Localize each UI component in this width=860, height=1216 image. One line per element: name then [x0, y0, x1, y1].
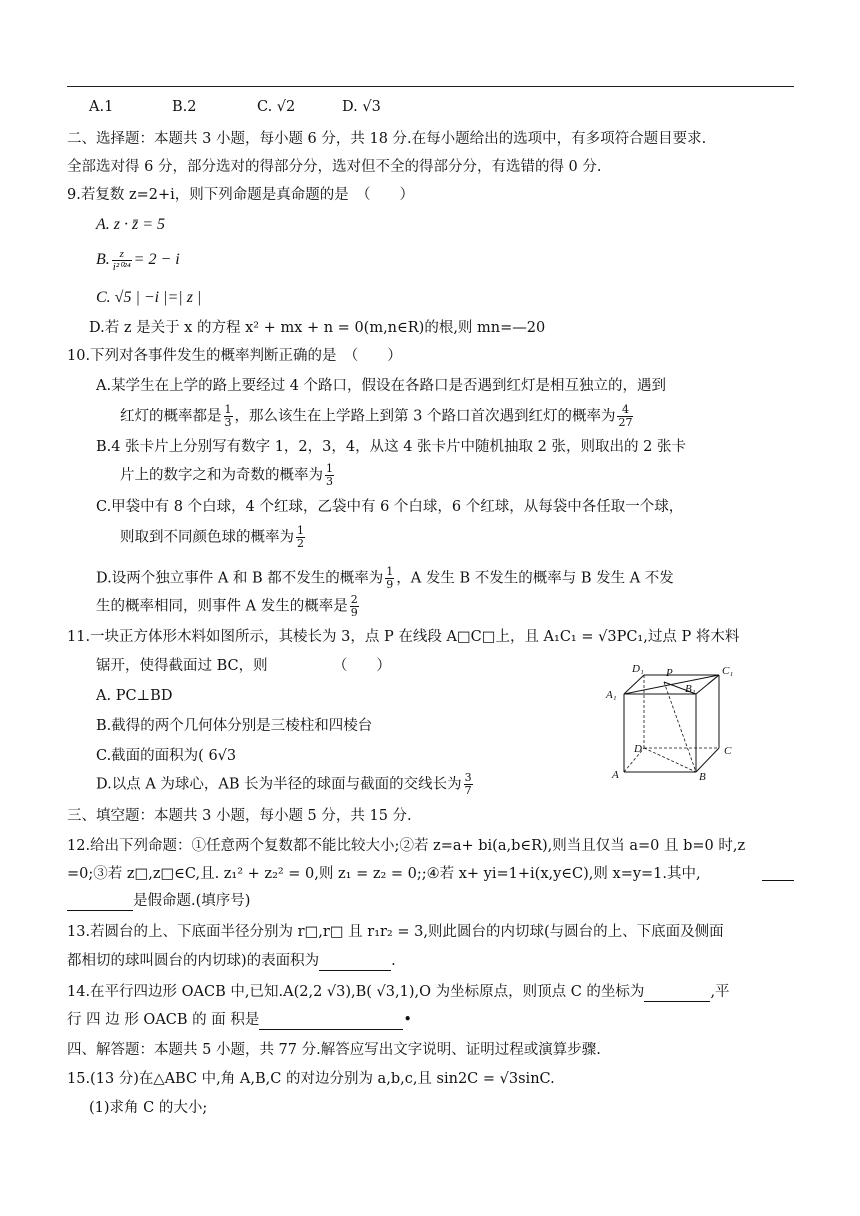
q12-line3: 是假命题.(填序号) [67, 891, 250, 911]
fig-label-c: C [724, 745, 732, 757]
q10-option-d-line1: D.设两个独立事件 A 和 B 都不发生的概率为 $\frac{1}{9}$ ，A 发生 B 不发生的概率与 B 发生 A 不发 [96, 565, 674, 591]
fig-label-c1: C₁ [722, 665, 734, 677]
q9-option-a: A. z · z̄ = 5 [96, 216, 166, 233]
q13-answer-blank[interactable] [319, 954, 391, 971]
q10-option-a-line1: A.某学生在上学的路上要经过 4 个路口，假设在各路口是否遇到红灯是相互独立的，遇到 [96, 378, 667, 394]
fig-label-b1: B₁ [685, 683, 696, 695]
q8-option-b: B.2 [172, 99, 197, 115]
q14-line2: 行 四 边 形 OACB 的 面 积是 • [67, 1012, 412, 1028]
q11-option-b: B.截得的两个几何体分别是三棱柱和四棱台 [96, 718, 373, 734]
q9-option-b: B. $\frac{z}{\text{i²⁰²⁴}}$ = 2 − i [96, 248, 180, 273]
q8-option-c: C. √2 [257, 99, 296, 115]
fig-label-a: A [612, 769, 619, 781]
fig-label-d1: D₁ [632, 663, 644, 675]
q13-line1: 13.若圆台的上、下底面半径分别为 r□,r□ 且 r₁r₂ = 3,则此圆台的内切球(与圆台的上、下底面及侧面 [67, 924, 724, 940]
section-3-header: 三、填空题：本题共 3 小题，每小题 5 分，共 15 分. [67, 808, 412, 824]
q9-option-d: D.若 z 是关于 x 的方程 x² + mx + n = 0(m,n∈R)的根,则 mn=—20 [89, 320, 546, 336]
q11-stem-line2: 锯开，使得截面过 BC，则 （ ） [96, 658, 391, 674]
q15-line1: 15.(13 分)在△ABC 中,角 A,B,C 的对边分别为 a,b,c,且 sin2C = √3sinC. [67, 1071, 555, 1087]
q11-stem-line1: 11.一块正方体形木料如图所示，其棱长为 3，点 P 在线段 A□C□上，且 A₁C₁ = √3PC₁,过点 P 将木料 [67, 629, 740, 645]
q10-option-c-line1: C.甲袋中有 8 个白球，4 个红球，乙袋中有 6 个白球，6 个红球，从每袋中各任取一个球， [96, 499, 684, 515]
q12-line2: =0;③若 z□,z□∈C,且. z₁² + z₂² = 0,则 z₁ = z₂ = 0;;④若 x+ yi=1+i(x,y∈C),则 x=y=1.其中, [67, 866, 701, 882]
q10-option-a-line2: 红灯的概率都是 $\frac{1}{3}$ ，那么该生在上学路上到第 3 个路口首次遇到红灯的概率为 $\frac{4}{27}$ [120, 403, 633, 429]
q10-stem: 10.下列对各事件发生的概率判断正确的是 （ ） [67, 348, 402, 364]
q9-stem: 9.若复数 z=2+i，则下列命题是真命题的是 （ ） [67, 187, 414, 203]
q9-option-c: C. √5 | −i |=| z | [96, 289, 202, 306]
q10-option-b-line1: B.4 张卡片上分别写有数字 1，2，3，4，从这 4 张卡片中随机抽取 2 张，则取出的 2 张卡 [96, 439, 686, 455]
section-2-header: 二、选择题：本题共 3 小题，每小题 6 分，共 18 分.在每小题给出的选项中，有多项符合题目要求. [67, 131, 707, 147]
q10-option-c-line2: 则取到不同颜色球的概率为 $\frac{1}{2}$ [120, 524, 304, 550]
q13-line2: 都相切的球叫圆台的内切球)的表面积为 . [67, 953, 396, 969]
section-2-header-cont: 全部选对得 6 分，部分选对的得部分分，选对但不全的得部分分，有选错的得 0 分. [67, 159, 602, 175]
q11-option-c: C.截面的面积为( 6√3 [96, 748, 237, 764]
fig-label-p: P [666, 667, 673, 679]
header-rule [67, 86, 794, 87]
q10-option-d-line2: 生的概率相同，则事件 A 发生的概率是 $\frac{2}{9}$ [96, 593, 358, 619]
section-4-header: 四、解答题：本题共 5 小题，共 77 分.解答应写出文字说明、证明过程或演算步骤. [67, 1042, 601, 1058]
cube-figure [604, 662, 744, 782]
q10-option-b-line2: 片上的数字之和为奇数的概率为 $\frac{1}{3}$ [120, 462, 333, 488]
q14-line1: 14.在平行四边形 OACB 中,已知.A(2,2 √3),B( √3,1),O 为坐标原点，则顶点 C 的坐标为 ,平 [67, 984, 730, 1000]
fig-label-b: B [699, 771, 706, 782]
q12-line1: 12.给出下列命题：①任意两个复数都不能比较大小;②若 z=a+ bi(a,b∈R),则当且仅当 a=0 且 b=0 时,z [67, 838, 746, 854]
fig-label-d: D [634, 743, 642, 755]
q11-option-a: A. PC⊥BD [96, 688, 173, 704]
q11-option-d: D.以点 A 为球心，AB 长为半径的球面与截面的交线长为 $\frac{3}{7}$ [96, 771, 472, 797]
q12-answer-blank-b[interactable] [67, 894, 133, 911]
q8-option-a: A.1 [89, 99, 114, 115]
q12-answer-blank-a[interactable] [762, 864, 794, 881]
q8-option-d: D. √3 [342, 99, 381, 115]
q14-answer-blank-area[interactable] [259, 1013, 403, 1030]
fig-label-a1: A₁ [606, 689, 617, 701]
q15-line2: (1)求角 C 的大小; [89, 1100, 208, 1116]
q14-answer-blank-c[interactable] [644, 985, 710, 1002]
